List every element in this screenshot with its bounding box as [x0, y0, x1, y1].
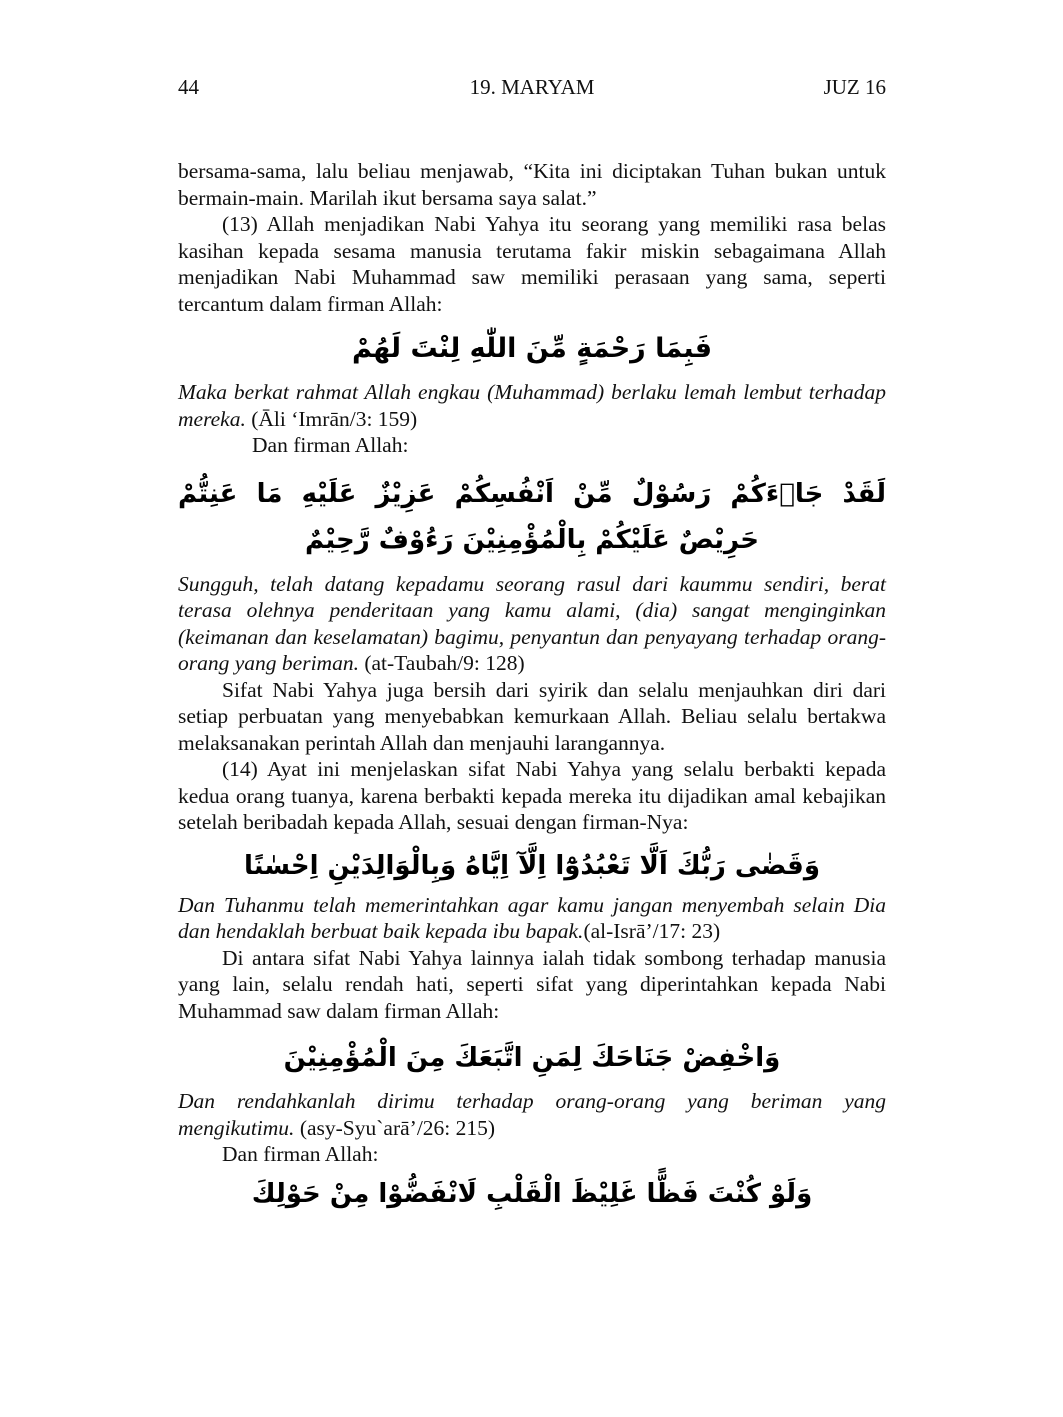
paragraph-rendah-hati: Di antara sifat Nabi Yahya lainnya ialah tidak sombong terhadap manusia yang lain, selalu rendah hati, seperti sifat yang diperintahkan kepada Nabi Muhammad saw dalam firman Allah:: [178, 945, 886, 1023]
arabic-verse-al-isra: وَقَضٰى رَبُّكَ اَلَّا تَعْبُدُوْٓا اِلَّآ اِيَّاهُ وَبِالْوَالِدَيْنِ اِحْسٰنًا: [244, 850, 820, 881]
juz-label: JUZ 16: [823, 75, 886, 99]
firman-intro-2: Dan firman Allah:: [222, 1142, 379, 1166]
translation-at-taubah: [178, 571, 886, 677]
arabic-verse-ali-imran-2: وَلَوْ كُنْتَ فَظًّا غَلِيْظَ الْقَلْبِ لَانْفَضُّوْا مِنْ حَوْلِكَ: [251, 1178, 813, 1209]
arabic-verse-at-taubah: لَقَدْ جَاۤءَكُمْ رَسُوْلٌ مِّنْ اَنْفُسِكُمْ عَزِيْزٌ عَلَيْهِ مَا عَنِتُّمْ حَرِيْصٌ عَلَيْكُمْ بِالْمُؤْمِنِيْنَ رَءُوْفٌ رَّحِيْمٌ: [178, 478, 886, 555]
paragraph-13: (13) Allah menjadikan Nabi Yahya itu seorang yang memiliki rasa belas kasihan kepada sesama manusia terutama fakir miskin sebagaimana Allah menjadikan Nabi Muhammad saw memiliki perasaan yang sama, seperti tercantum dalam firman Allah:: [178, 212, 886, 316]
page-number: 44: [178, 75, 199, 99]
paragraph-14: (14) Ayat ini menjelaskan sifat Nabi Yahya yang selalu berbakti kepada kedua orang tuanya, karena berbakti kepada mereka itu dijadikan amal kebajikan setelah beribadah kepada Allah, sesuai dengan firman-Nya:: [178, 757, 886, 834]
arabic-verse-asy-syuara: وَاخْفِضْ جَنَاحَكَ لِمَنِ اتَّبَعَكَ مِنَ الْمُؤْمِنِيْنَ: [283, 1043, 781, 1073]
translation-text: Sungguh, telah datang kepadamu seorang rasul dari kaummu sendiri, berat terasa olehnya penderitaan yang kamu alami, (dia) sangat menginginkan (keimanan dan keselamatan) bagimu, penyantun dan penyayang terhadap orang-orang yang beriman.: [178, 571, 886, 675]
verse-reference: (al-Isrā’/17: 23): [583, 919, 721, 943]
translation-al-isra: [178, 892, 886, 945]
page-body: [178, 158, 886, 1214]
arabic-verse-ali-imran: فَبِمَا رَحْمَةٍ مِّنَ اللّٰهِ لِنْتَ لَهُمْ: [351, 333, 713, 364]
page-header: [178, 72, 886, 102]
translation-text: Maka berkat rahmat Allah engkau (Muhammad) berlaku lemah lembut terhadap mereka.: [178, 380, 886, 431]
translation-text: Dan Tuhanmu telah memerintahkan agar kamu jangan menyembah selain Dia dan hendaklah berbuat baik kepada ibu bapak.: [178, 892, 886, 943]
verse-reference: (Āli ‘Imrān/3: 159): [245, 406, 418, 431]
paragraph-continuation: bersama-sama, lalu beliau menjawab, “Kita ini diciptakan Tuhan bukan untuk bermain-main. Marilah ikut bersama saya salat.”: [178, 159, 886, 210]
paragraph-syirik: Sifat Nabi Yahya juga bersih dari syirik dan selalu menjauhkan diri dari setiap perbuatan yang menyebabkan kemurkaan Allah. Beliau selalu bertakwa melaksanakan perintah Allah dan menjauhi larangannya.: [178, 677, 886, 755]
verse-reference: (asy-Syu`arā’/26: 215): [294, 1115, 496, 1140]
verse-reference: (at-Taubah/9: 128): [358, 651, 525, 675]
firman-intro: Dan firman Allah:: [252, 433, 409, 457]
chapter-title: 19. MARYAM: [469, 75, 595, 99]
translation-asy-syuara: [178, 1088, 886, 1141]
translation-text: Dan rendahkanlah dirimu terhadap orang-orang yang beriman yang mengikutimu.: [178, 1089, 886, 1140]
translation-ali-imran: [178, 379, 886, 432]
